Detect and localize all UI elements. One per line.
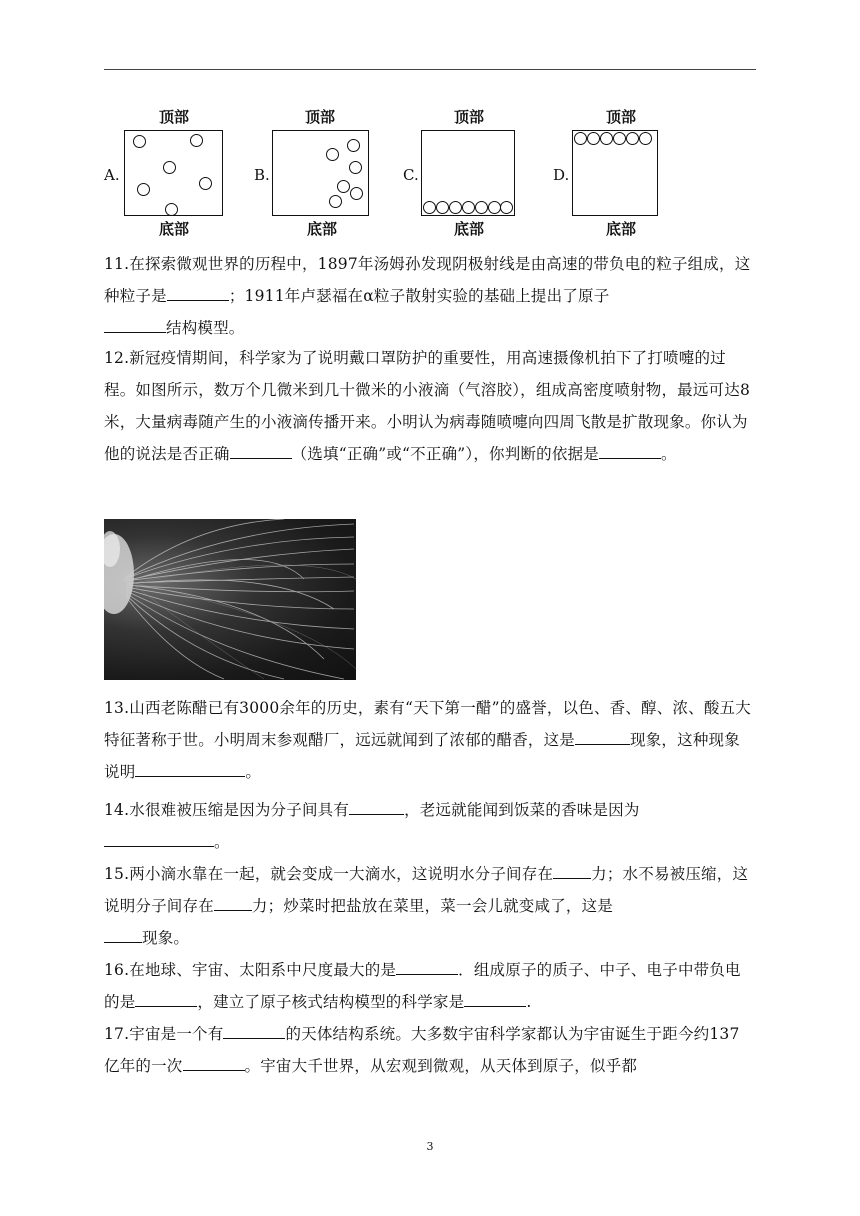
q13-blank-1[interactable] <box>575 726 630 745</box>
option-d-letter: D. <box>553 166 570 184</box>
q17-blank-1[interactable] <box>223 1020 285 1039</box>
particles-at-bottom-icon <box>421 130 515 216</box>
question-13 <box>104 692 754 788</box>
q15-text-2: 力；水不易被压缩，这说明分子间存在 <box>104 865 749 915</box>
spray-lines-illustration <box>104 519 356 680</box>
question-12 <box>104 342 754 470</box>
q14-blank-1[interactable] <box>349 796 404 815</box>
q12-blank-2[interactable] <box>599 440 661 459</box>
q12-blank-1[interactable] <box>230 440 292 459</box>
q13-text-1: 13.山西老陈醋已有3000余年的历史，素有“天下第一醋”的盛誉，以色、香、醇、浓、酸五大特征著称于世。小明周末参观醋厂，远远就闻到了浓郁的醋香，这是 <box>104 699 751 749</box>
q12-text-3: 。 <box>660 445 677 463</box>
q15-blank-3[interactable] <box>104 924 142 943</box>
option-a-letter: A. <box>104 166 120 184</box>
q14-text-2: ，老远就能闻到饭菜的香味是因为 <box>404 801 640 819</box>
option-b-figure <box>254 106 384 240</box>
particles-at-top-icon <box>572 130 658 216</box>
question-14 <box>104 794 754 858</box>
q15-blank-1[interactable] <box>553 860 591 879</box>
q11-blank-2[interactable] <box>104 314 166 333</box>
q16-text-1: 16.在地球、宇宙、太阳系中尺度最大的是 <box>104 961 397 979</box>
q12-text-1: 12.新冠疫情期间，科学家为了说明戴口罩防护的重要性，用高速摄像机拍下了打喷嚏的过程。如图所示，数万个几微米到几十微米的小液滴（气溶胶），组成高密度喷射物，最远可达8米，大量病毒随产生的小液滴传播开来。小明认为病毒随喷嚏向四周飞散是扩散现象。你认为他的说法是否正确 <box>104 349 751 463</box>
q16-blank-3[interactable] <box>464 988 526 1007</box>
q13-text-3: 。 <box>245 763 262 781</box>
question-16 <box>104 954 754 1018</box>
q16-blank-2[interactable] <box>135 988 197 1007</box>
sneeze-spray-photo <box>104 519 356 680</box>
q16-text-2: ．组成原子的质子、中子、电子中带负电的是 <box>104 961 741 1011</box>
option-d-top-label: 顶部 <box>605 108 636 126</box>
option-b-letter: B. <box>254 166 270 184</box>
q13-blank-2[interactable] <box>135 758 245 777</box>
q15-blank-2[interactable] <box>214 892 252 911</box>
q14-blank-2[interactable] <box>104 828 214 847</box>
q13-text-2: 现象，这种现象说明 <box>104 731 740 781</box>
option-a-top-label: 顶部 <box>158 108 189 126</box>
option-c-bottom-label: 底部 <box>453 220 484 238</box>
option-a-bottom-label: 底部 <box>158 220 189 238</box>
q11-text-1: 11.在探索微观世界的历程中，1897年汤姆孙发现阴极射线是由高速的带负电的粒子组成，这种粒子是 <box>104 255 751 305</box>
q12-text-2: （选填“正确”或“不正确”），你判断的依据是 <box>291 445 599 463</box>
q15-text-4: 现象。 <box>142 929 190 947</box>
q15-text-1: 15.两小滴水靠在一起，就会变成一大滴水，这说明水分子间存在 <box>104 865 554 883</box>
q11-blank-1[interactable] <box>167 282 229 301</box>
q11-text-2: ；1911年卢瑟福在α粒子散射实验的基础上提出了原子 <box>228 287 610 305</box>
q17-text-3: 。宇宙大千世界，从宏观到微观，从天体到原子，似乎都 <box>244 1057 638 1075</box>
q15-text-3: 力；炒菜时把盐放在菜里，菜一会儿就变咸了，这是 <box>251 897 614 915</box>
particles-scattered-icon <box>124 130 223 216</box>
q16-blank-1[interactable] <box>396 956 458 975</box>
q11-text-3: 结构模型。 <box>166 319 245 337</box>
option-d-bottom-label: 底部 <box>605 220 636 238</box>
header-rule <box>104 69 756 70</box>
q16-text-3: ，建立了原子核式结构模型的科学家是 <box>197 993 465 1011</box>
question-17 <box>104 1018 754 1082</box>
q16-text-4: . <box>526 993 532 1011</box>
q17-text-2: 的天体结构系统。大多数宇宙科学家都认为宇宙诞生于距今约137亿年的一次 <box>104 1025 740 1075</box>
q14-text-1: 14.水很难被压缩是因为分子间具有 <box>104 801 350 819</box>
option-c-letter: C. <box>403 166 419 184</box>
question-15 <box>104 858 754 954</box>
question-11 <box>104 248 754 344</box>
page-number: 3 <box>426 1140 434 1153</box>
q14-text-3: 。 <box>214 833 230 851</box>
particles-right-side-icon <box>272 130 369 216</box>
q17-text-1: 17.宇宙是一个有 <box>104 1025 224 1043</box>
option-a-figure <box>104 106 234 240</box>
option-c-figure <box>403 106 533 240</box>
option-b-bottom-label: 底部 <box>306 220 337 238</box>
option-b-top-label: 顶部 <box>304 108 335 126</box>
option-d-figure <box>553 106 683 240</box>
option-c-top-label: 顶部 <box>453 108 484 126</box>
q17-blank-2[interactable] <box>183 1052 245 1071</box>
